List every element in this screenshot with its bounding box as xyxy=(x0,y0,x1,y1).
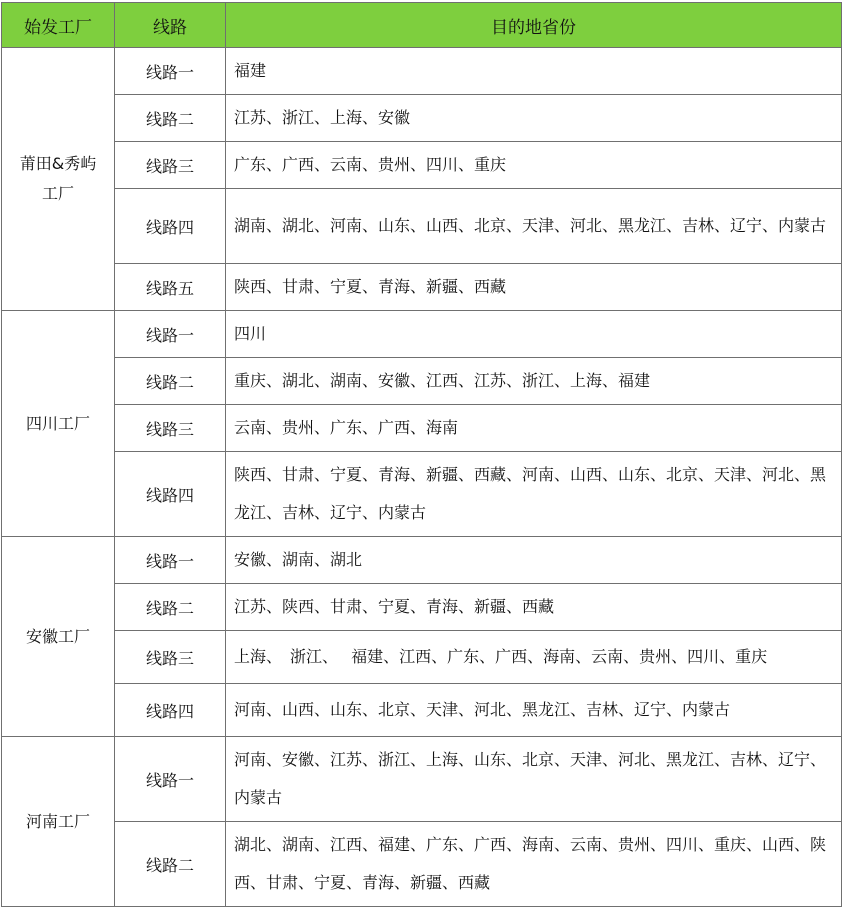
route-cell: 线路一 xyxy=(115,311,226,358)
route-cell: 线路三 xyxy=(115,142,226,189)
destination-cell: 四川 xyxy=(226,311,842,358)
route-cell: 线路二 xyxy=(115,358,226,405)
destination-cell: 河南、山西、山东、北京、天津、河北、黑龙江、吉林、辽宁、内蒙古 xyxy=(226,684,842,737)
route-cell: 线路四 xyxy=(115,452,226,537)
destination-cell: 陕西、甘肃、宁夏、青海、新疆、西藏 xyxy=(226,264,842,311)
destination-cell: 重庆、湖北、湖南、安徽、江西、江苏、浙江、上海、福建 xyxy=(226,358,842,405)
factory-cell: 莆田&秀屿工厂 xyxy=(2,48,115,311)
destination-cell: 福建 xyxy=(226,48,842,95)
factory-cell: 安徽工厂 xyxy=(2,537,115,737)
table-row xyxy=(2,95,842,142)
destination-cell: 陕西、甘肃、宁夏、青海、新疆、西藏、河南、山西、山东、北京、天津、河北、黑龙江、吉林、辽宁、内蒙古 xyxy=(226,452,842,537)
table-row xyxy=(2,684,842,737)
table-row xyxy=(2,48,842,95)
route-cell: 线路二 xyxy=(115,584,226,631)
header-factory: 始发工厂 xyxy=(2,3,115,48)
destination-cell: 湖北、湖南、江西、福建、广东、广西、海南、云南、贵州、四川、重庆、山西、陕西、甘肃、宁夏、青海、新疆、西藏 xyxy=(226,822,842,907)
route-cell: 线路五 xyxy=(115,264,226,311)
table-row xyxy=(2,311,842,358)
route-cell: 线路二 xyxy=(115,95,226,142)
table-row xyxy=(2,537,842,584)
factory-cell: 四川工厂 xyxy=(2,311,115,537)
table-row xyxy=(2,142,842,189)
table-row xyxy=(2,189,842,264)
route-table xyxy=(1,2,842,907)
destination-cell: 湖南、湖北、河南、山东、山西、北京、天津、河北、黑龙江、吉林、辽宁、内蒙古 xyxy=(226,189,842,264)
route-cell: 线路三 xyxy=(115,631,226,684)
header-route: 线路 xyxy=(115,3,226,48)
table-row xyxy=(2,264,842,311)
destination-cell: 江苏、陕西、甘肃、宁夏、青海、新疆、西藏 xyxy=(226,584,842,631)
header-row xyxy=(2,3,842,48)
destination-cell: 江苏、浙江、上海、安徽 xyxy=(226,95,842,142)
table-row xyxy=(2,405,842,452)
route-cell: 线路四 xyxy=(115,684,226,737)
table-row xyxy=(2,631,842,684)
destination-cell: 河南、安徽、江苏、浙江、上海、山东、北京、天津、河北、黑龙江、吉林、辽宁、内蒙古 xyxy=(226,737,842,822)
destination-cell: 上海、 浙江、 福建、江西、广东、广西、海南、云南、贵州、四川、重庆 xyxy=(226,631,842,684)
route-cell: 线路一 xyxy=(115,537,226,584)
factory-cell: 河南工厂 xyxy=(2,737,115,907)
route-cell: 线路二 xyxy=(115,822,226,907)
destination-cell: 广东、广西、云南、贵州、四川、重庆 xyxy=(226,142,842,189)
table-row xyxy=(2,822,842,907)
route-cell: 线路三 xyxy=(115,405,226,452)
table-row xyxy=(2,452,842,537)
header-destination: 目的地省份 xyxy=(226,3,842,48)
destination-cell: 安徽、湖南、湖北 xyxy=(226,537,842,584)
route-cell: 线路四 xyxy=(115,189,226,264)
route-cell: 线路一 xyxy=(115,737,226,822)
destination-cell: 云南、贵州、广东、广西、海南 xyxy=(226,405,842,452)
table-row xyxy=(2,737,842,822)
table-row xyxy=(2,358,842,405)
table-row xyxy=(2,584,842,631)
route-cell: 线路一 xyxy=(115,48,226,95)
